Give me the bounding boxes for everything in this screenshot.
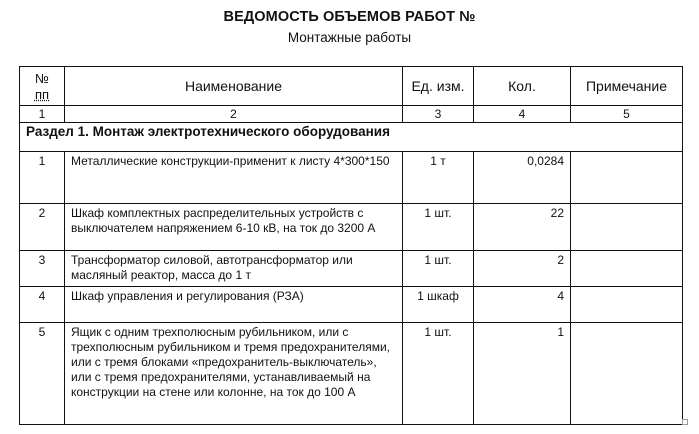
table-row bbox=[20, 152, 683, 204]
table-resize-handle[interactable] bbox=[682, 419, 688, 425]
document-title: ВЕДОМОСТЬ ОБЪЕМОВ РАБОТ № bbox=[223, 9, 476, 25]
row-name: Металлические конструкции-применит к листу 4*300*150 bbox=[65, 152, 403, 204]
row-name: Трансформатор силовой, автотрансформатор или масляный реактор, масса до 1 т bbox=[65, 251, 403, 287]
row-note bbox=[571, 204, 683, 251]
section-row bbox=[20, 123, 683, 152]
header-row bbox=[20, 67, 683, 106]
row-unit: 1 шт. bbox=[403, 323, 474, 425]
header-name: Наименование bbox=[65, 67, 403, 106]
row-qty: 4 bbox=[474, 287, 571, 323]
row-unit: 1 шт. bbox=[403, 251, 474, 287]
document-subtitle: Монтажные работы bbox=[287, 30, 412, 45]
row-unit: 1 шт. bbox=[403, 204, 474, 251]
row-qty: 0,0284 bbox=[474, 152, 571, 204]
row-unit: 1 шкаф bbox=[403, 287, 474, 323]
header-number-pp: пп bbox=[34, 86, 50, 102]
row-note bbox=[571, 152, 683, 204]
row-unit: 1 т bbox=[403, 152, 474, 204]
header-number bbox=[20, 67, 65, 106]
row-index: 5 bbox=[20, 323, 65, 425]
column-number: 4 bbox=[474, 106, 571, 123]
header-qty: Кол. bbox=[474, 67, 571, 106]
header-note: Примечание bbox=[571, 67, 683, 106]
column-number: 3 bbox=[403, 106, 474, 123]
row-note bbox=[571, 287, 683, 323]
section-title: Раздел 1. Монтаж электротехнического оборудования bbox=[20, 123, 683, 152]
row-note bbox=[571, 323, 683, 425]
row-index: 2 bbox=[20, 204, 65, 251]
table-row bbox=[20, 323, 683, 425]
table-row bbox=[20, 287, 683, 323]
table-row bbox=[20, 251, 683, 287]
row-name: Ящик с одним трехполюсным рубильником, или с трехполюсным рубильником и тремя предохранителями, или с тремя блоками «предохранитель-выключатель», или с тремя предохранителями, устанавливаемый на конструкции на стене или колонне, на ток до 100 А bbox=[65, 323, 403, 425]
row-name: Шкаф управления и регулирования (РЗА) bbox=[65, 287, 403, 323]
row-index: 1 bbox=[20, 152, 65, 204]
work-volume-table bbox=[19, 66, 683, 425]
table-row bbox=[20, 204, 683, 251]
row-qty: 2 bbox=[474, 251, 571, 287]
row-note bbox=[571, 251, 683, 287]
header-number-symbol: № bbox=[35, 70, 49, 86]
row-index: 4 bbox=[20, 287, 65, 323]
column-number: 2 bbox=[65, 106, 403, 123]
row-name: Шкаф комплектных распределительных устройств с выключателем напряжением 6-10 кВ, на ток до 3200 А bbox=[65, 204, 403, 251]
row-qty: 22 bbox=[474, 204, 571, 251]
column-number: 1 bbox=[20, 106, 65, 123]
header-unit: Ед. изм. bbox=[403, 67, 474, 106]
row-index: 3 bbox=[20, 251, 65, 287]
column-number: 5 bbox=[571, 106, 683, 123]
column-number-row bbox=[20, 106, 683, 123]
row-qty: 1 bbox=[474, 323, 571, 425]
